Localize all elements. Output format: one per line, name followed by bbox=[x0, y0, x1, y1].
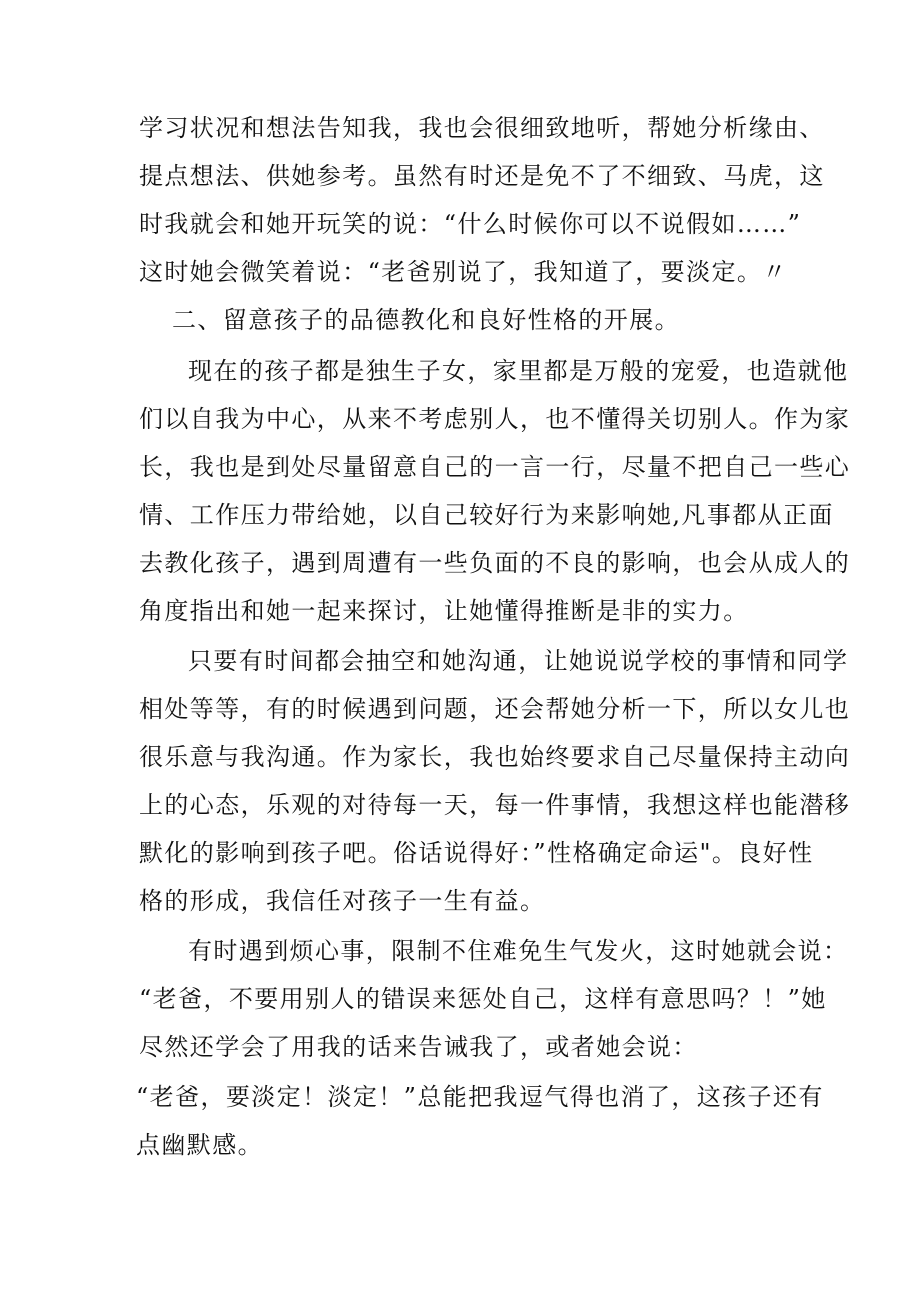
text-line: 很乐意与我沟通。作为家长，我也始终要求自己尽量保持主动向 bbox=[139, 743, 851, 771]
text-line: 角度指出和她一起来探讨，让她懂得推断是非的实力。 bbox=[139, 597, 749, 625]
text-line: 默化的影响到孩子吧。俗话说得好：”性格确定命运"。良好性 bbox=[139, 839, 814, 867]
paragraph-first-line: 只要有时间都会抽空和她沟通，让她说说学校的事情和同学 bbox=[188, 647, 849, 675]
text-line: 们以自我为中心，从来不考虑别人，也不懂得关切别人。作为家 bbox=[139, 405, 851, 433]
paragraph-first-line: 现在的孩子都是独生子女，家里都是万般的宠爱，也造就他 bbox=[188, 357, 849, 385]
text-line: 时我就会和她开玩笑的说：“什么时候你可以不说假如……” bbox=[139, 210, 802, 238]
paragraph-first-line: 有时遇到烦心事，限制不住难免生气发火，这时她就会说： bbox=[188, 937, 849, 965]
text-line: 上的心态，乐观的对待每一天，每一件事情，我想这样也能潜移 bbox=[139, 791, 851, 819]
text-line: 情、工作压力带给她，以自己较好行为来影响她,凡事都从正面 bbox=[139, 501, 834, 529]
section-heading: 二、留意孩子的品德教化和良好性格的开展。 bbox=[172, 306, 680, 334]
text-line: 尽然还学会了用我的话来告诫我了，或者她会说： bbox=[139, 1033, 698, 1061]
text-line: 长，我也是到处尽量留意自己的一言一行，尽量不把自己一些心 bbox=[139, 453, 851, 481]
text-line: 提点想法、供她参考。虽然有时还是免不了不细致、马虎，这 bbox=[139, 162, 825, 190]
text-line: 这时她会微笑着说：“老爸别说了，我知道了，要淡定。〃 bbox=[139, 258, 788, 286]
text-line: 学习状况和想法告知我，我也会很细致地听，帮她分析缘由、 bbox=[139, 114, 825, 142]
text-line: 去教化孩子，遇到周遭有一些负面的不良的影响，也会从成人的 bbox=[139, 549, 851, 577]
text-line: “老爸，不要用别人的错误来惩处自己，这样有意思吗？！”她 bbox=[139, 985, 827, 1013]
text-line: 相处等等，有的时候遇到问题，还会帮她分析一下，所以女儿也 bbox=[139, 695, 851, 723]
text-line: “老爸，要淡定！淡定！”总能把我逗气得也消了，这孩子还有 bbox=[136, 1083, 824, 1111]
text-line: 点幽默感。 bbox=[136, 1131, 263, 1159]
text-line: 格的形成，我信任对孩子一生有益。 bbox=[139, 887, 546, 915]
